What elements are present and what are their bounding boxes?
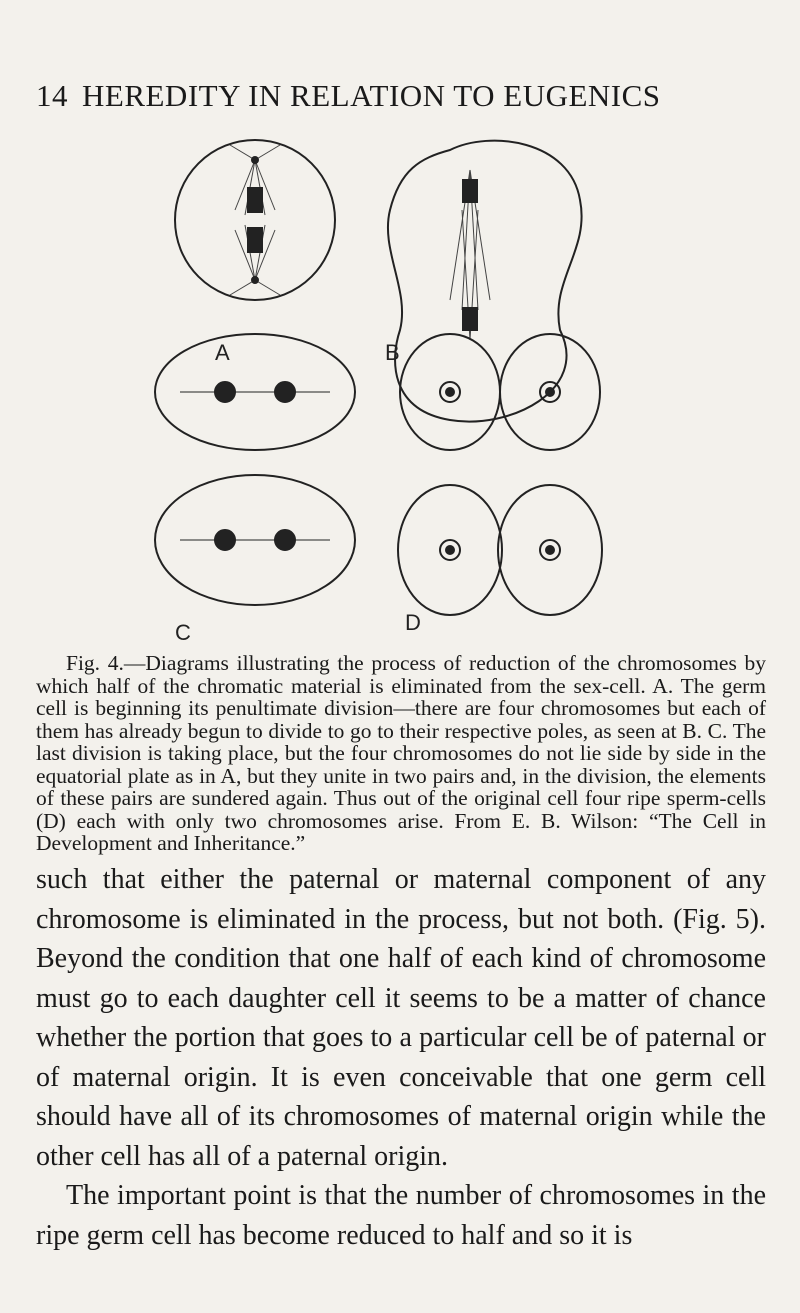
- diagram-a: [175, 140, 335, 300]
- page-number: 14: [36, 78, 68, 113]
- paragraph: The important point is that the number of chromosomes in the ripe germ cell has become reduced to half and so it is: [36, 1180, 766, 1251]
- caption-lead: Fig. 4.: [66, 651, 124, 675]
- figure-4: [150, 130, 650, 650]
- running-title: HEREDITY IN RELATION TO EUGENICS: [82, 78, 661, 113]
- label-d: D: [405, 610, 421, 635]
- body-text: [36, 860, 766, 1255]
- paragraph: such that either the paternal or maternal component of any chromosome is eliminated in the process, but not both. (Fig. 5). Beyond the condition that one half of each kind of chromosome must go to each daughter cell it seems to be a matter of chance whether the portion that goes to a particular cell be of paternal or of maternal origin. It is even conceivable that one germ cell should have all of its chromosomes of maternal origin while the other cell has all of a paternal origin.: [36, 864, 766, 1172]
- diagram-b: [388, 141, 582, 422]
- label-a: A: [215, 340, 230, 365]
- caption-text: —Diagrams illustrating the process of reduction of the chromosomes by which half of the chromatic material is eliminated from the sex-cell. A. The germ cell is beginning its penultimate division—there are four chromosomes but each of them has already begun to divide to go to their respective poles, as seen at B. C. The last division is taking place, but the four chromosomes do not lie side by side in the equatorial plate as in A, but they unite in two pairs and, in the division, the elements of these pairs are sundered again. Thus out of the original cell four ripe sperm-cells (D) each with only two chromosomes arise. From E. B. Wilson: “The Cell in Development and Inheritance.”: [36, 651, 766, 855]
- running-header: [36, 78, 766, 114]
- label-b: B: [385, 340, 400, 365]
- diagram-d: [398, 334, 602, 615]
- label-c: C: [175, 620, 191, 645]
- chromosome-reduction-diagram: [150, 130, 650, 650]
- diagram-c: [155, 334, 355, 605]
- figure-caption: [36, 652, 766, 855]
